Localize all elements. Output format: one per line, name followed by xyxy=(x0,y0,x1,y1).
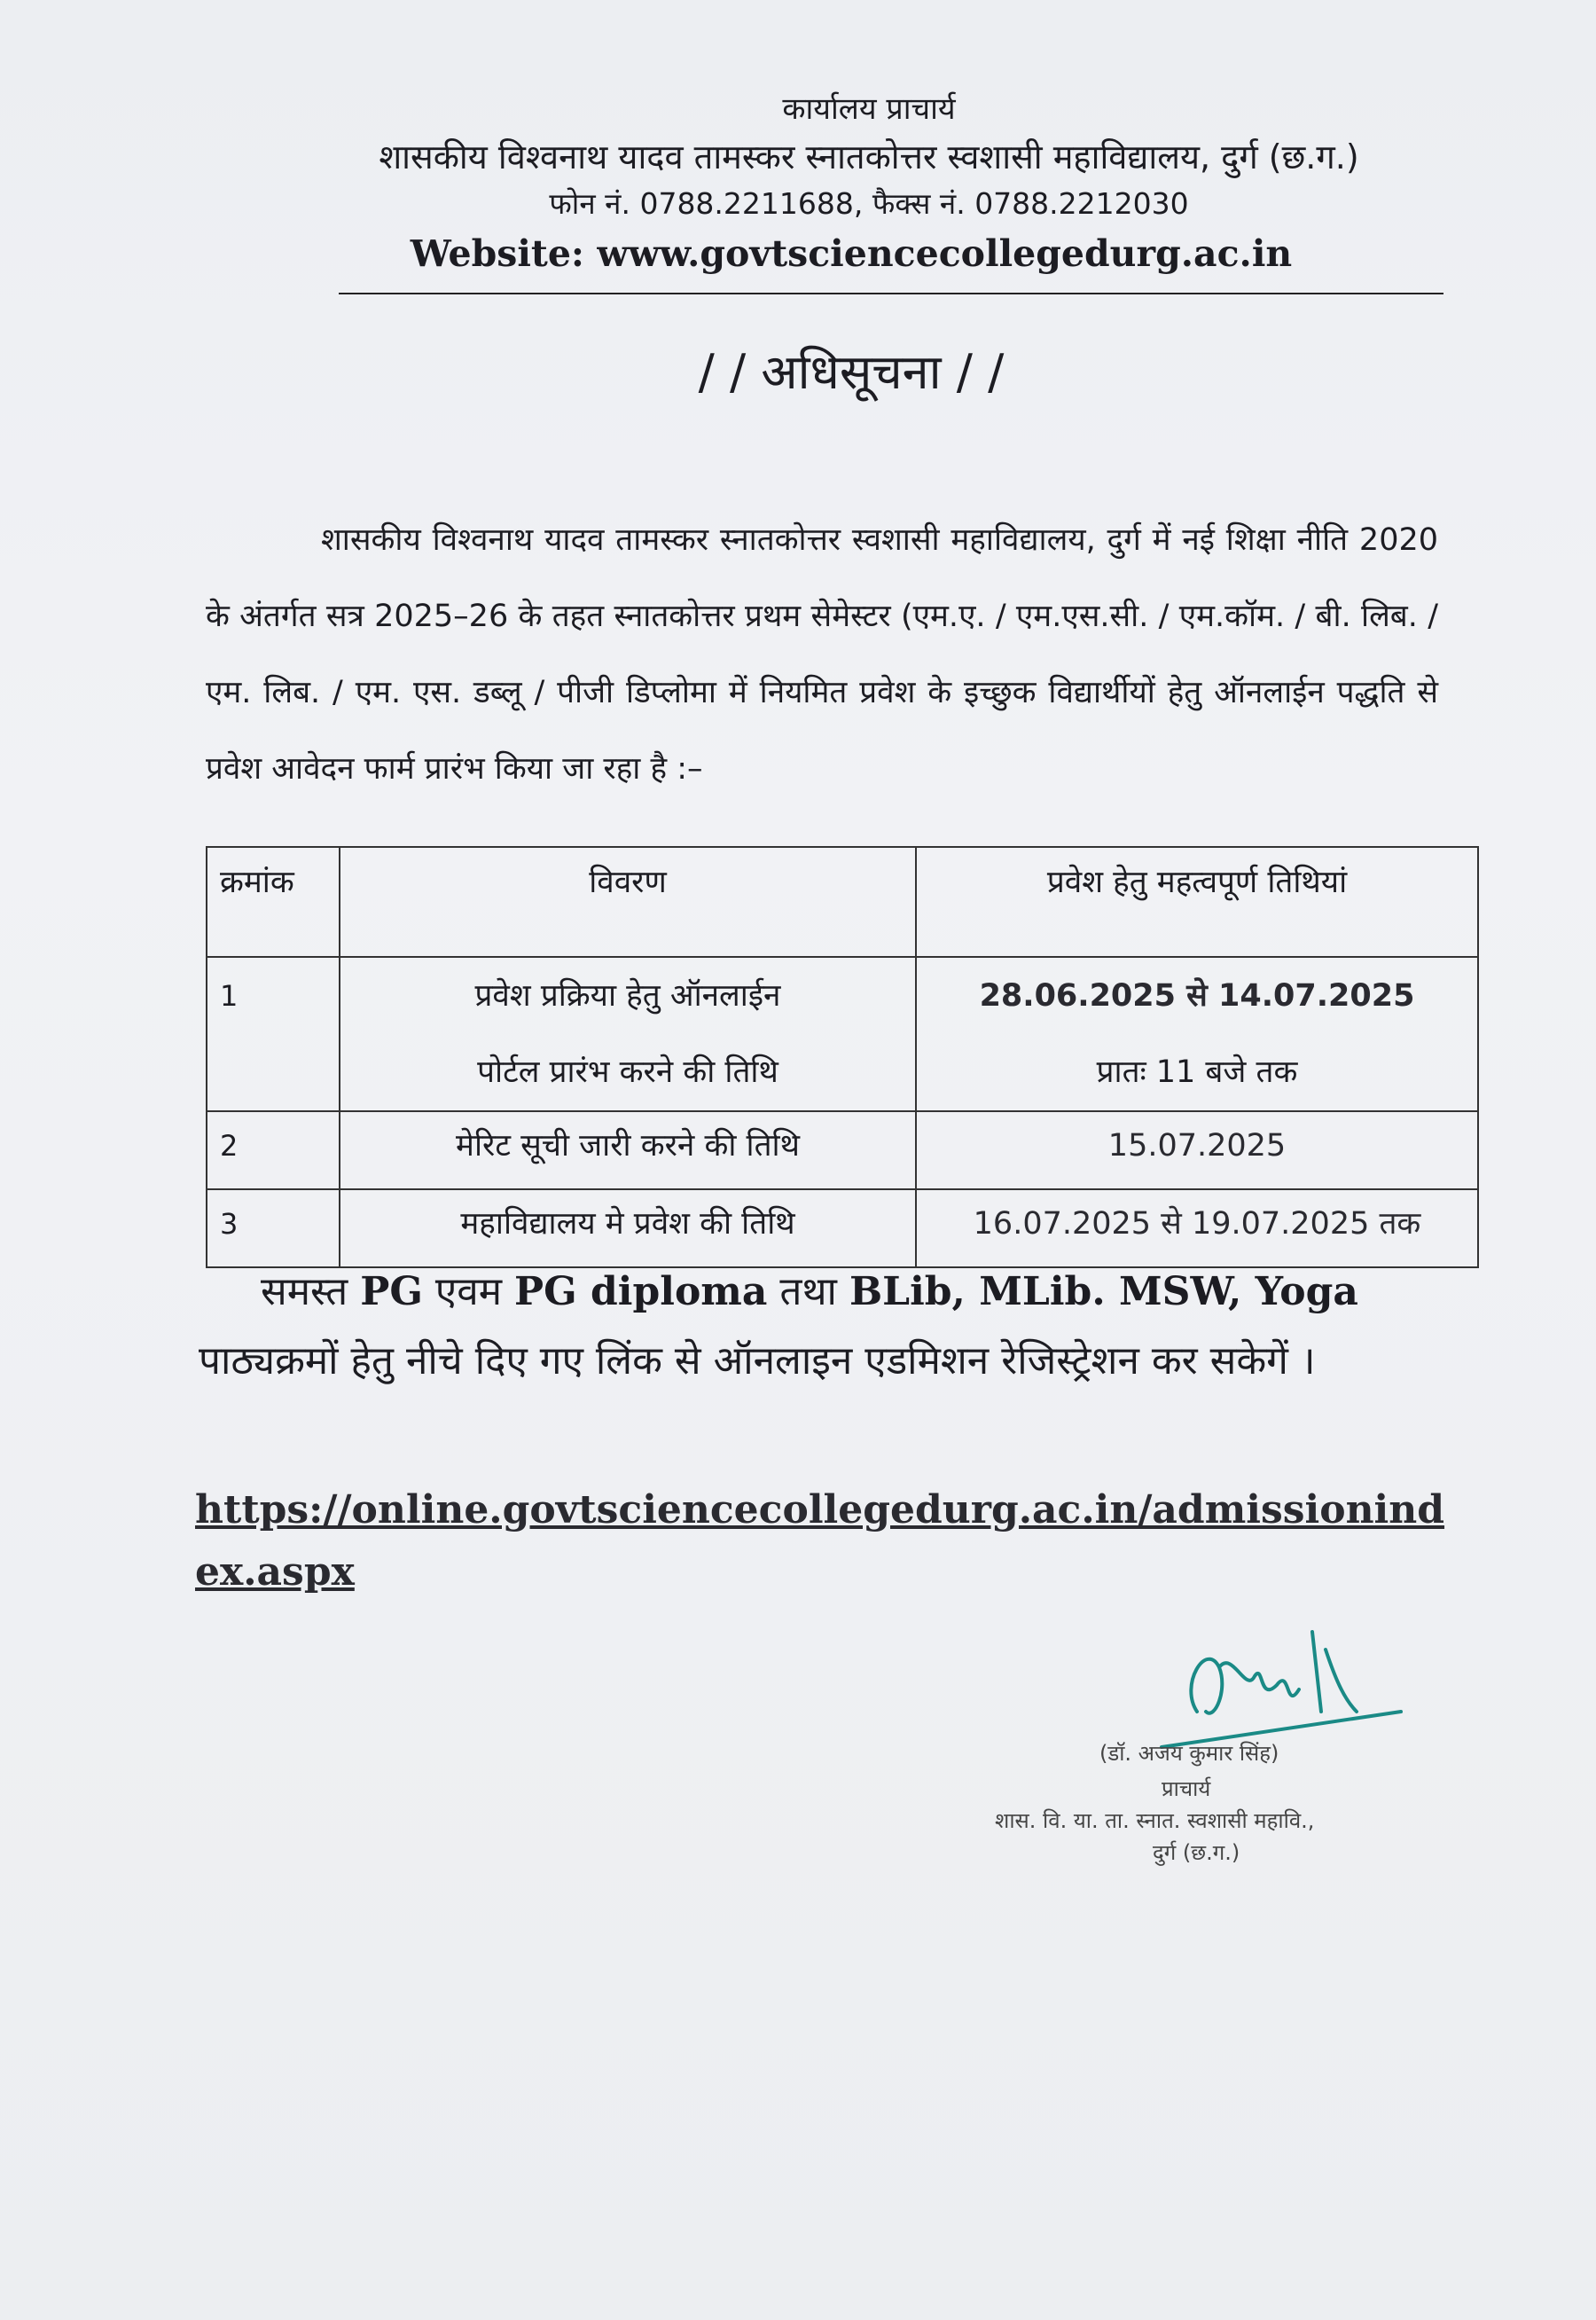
row-dates: 15.07.2025 xyxy=(916,1111,1478,1189)
header-serial: क्रमांक xyxy=(207,847,340,957)
row-date-line: 28.06.2025 से 14.07.2025 xyxy=(979,978,1415,1014)
admission-schedule-table xyxy=(206,846,1479,1268)
courses-note-pg-diploma: PG diploma xyxy=(514,1269,768,1314)
college-name: शासकीय विश्वनाथ यादव तामस्कर स्नातकोत्तर स्वशासी महाविद्यालय, दुर्ग (छ.ग.) xyxy=(379,137,1359,176)
row-details: महाविद्यालय मे प्रवेश की तिथि xyxy=(340,1189,916,1267)
contact-line: फोन नं. 0788.2211688, फैक्स नं. 0788.2212030 xyxy=(549,186,1189,221)
signatory-institution: शास. वि. या. ता. स्नात. स्वशासी महावि., xyxy=(995,1808,1315,1833)
row-serial: 3 xyxy=(207,1189,340,1267)
admission-link[interactable]: https://online.govtsciencecollegedurg.ac.in/admissionindex.aspx xyxy=(195,1487,1445,1595)
header-divider xyxy=(339,293,1443,294)
office-title: कार्यालय प्राचार्य xyxy=(782,91,956,127)
website-line: Website: www.govtsciencecollegedurg.ac.in xyxy=(410,232,1293,275)
courses-note-text: समस्त xyxy=(261,1269,361,1314)
row-details: मेरिट सूची जारी करने की तिथि xyxy=(340,1111,916,1189)
table-row xyxy=(207,1189,1478,1267)
table-row xyxy=(207,957,1478,1111)
courses-note-text: पाठ्यक्रमों हेतु नीचे दिए गए लिंक से ऑनलाइन एडमिशन रेजिस्ट्रेशन कर सकेगें । xyxy=(199,1338,1316,1383)
intro-paragraph: शासकीय विश्वनाथ यादव तामस्कर स्नातकोत्तर स्वशासी महाविद्यालय, दुर्ग में नई शिक्षा नीति 2020 के अंतर्गत सत्र 2025–26 के तहत स्नातकोत्तर प्रथम सेमेस्टर (एम.ए. / एम.एस.सी. / एम.कॉम. / बी. लिब. / एम. लिब. / एम. एस. डब्लू / पीजी डिप्लोमा में नियमित प्रवेश के इच्छुक विद्यार्थीयों हेतु ऑनलाईन पद्धति से प्रवेश आवेदन फार्म प्रारंभ किया जा रहा है :– xyxy=(206,522,1438,787)
courses-note-pg: PG xyxy=(360,1269,423,1314)
signatory-name: (डॉ. अजय कुमार सिंह) xyxy=(1099,1741,1279,1766)
row-dates xyxy=(916,957,1478,1111)
row-details-line: प्रवेश प्रक्रिया हेतु ऑनलाईन xyxy=(474,978,781,1014)
signature-mark xyxy=(1144,1614,1410,1756)
header-dates: प्रवेश हेतु महत्वपूर्ण तिथियां xyxy=(916,847,1478,957)
row-details xyxy=(340,957,916,1111)
courses-note xyxy=(199,1258,1440,1396)
row-serial: 2 xyxy=(207,1111,340,1189)
courses-note-text: एवम xyxy=(422,1269,515,1314)
signatory-designation: प्राचार्य xyxy=(1162,1776,1211,1801)
row-date-line: प्रातः 11 बजे तक xyxy=(1096,1054,1298,1090)
notice-title: / / अधिसूचना / / xyxy=(698,344,1005,400)
row-details-line: पोर्टल प्रारंभ करने की तिथि xyxy=(477,1054,778,1090)
row-serial: 1 xyxy=(207,957,340,1111)
header-details: विवरण xyxy=(340,847,916,957)
table-row xyxy=(207,1111,1478,1189)
table-header-row xyxy=(207,847,1478,957)
courses-note-list: BLib, MLib. MSW, Yoga xyxy=(849,1269,1358,1314)
courses-note-text: तथा xyxy=(767,1269,849,1314)
signatory-city: दुर्ग (छ.ग.) xyxy=(1153,1840,1240,1865)
row-dates: 16.07.2025 से 19.07.2025 तक xyxy=(916,1189,1478,1267)
